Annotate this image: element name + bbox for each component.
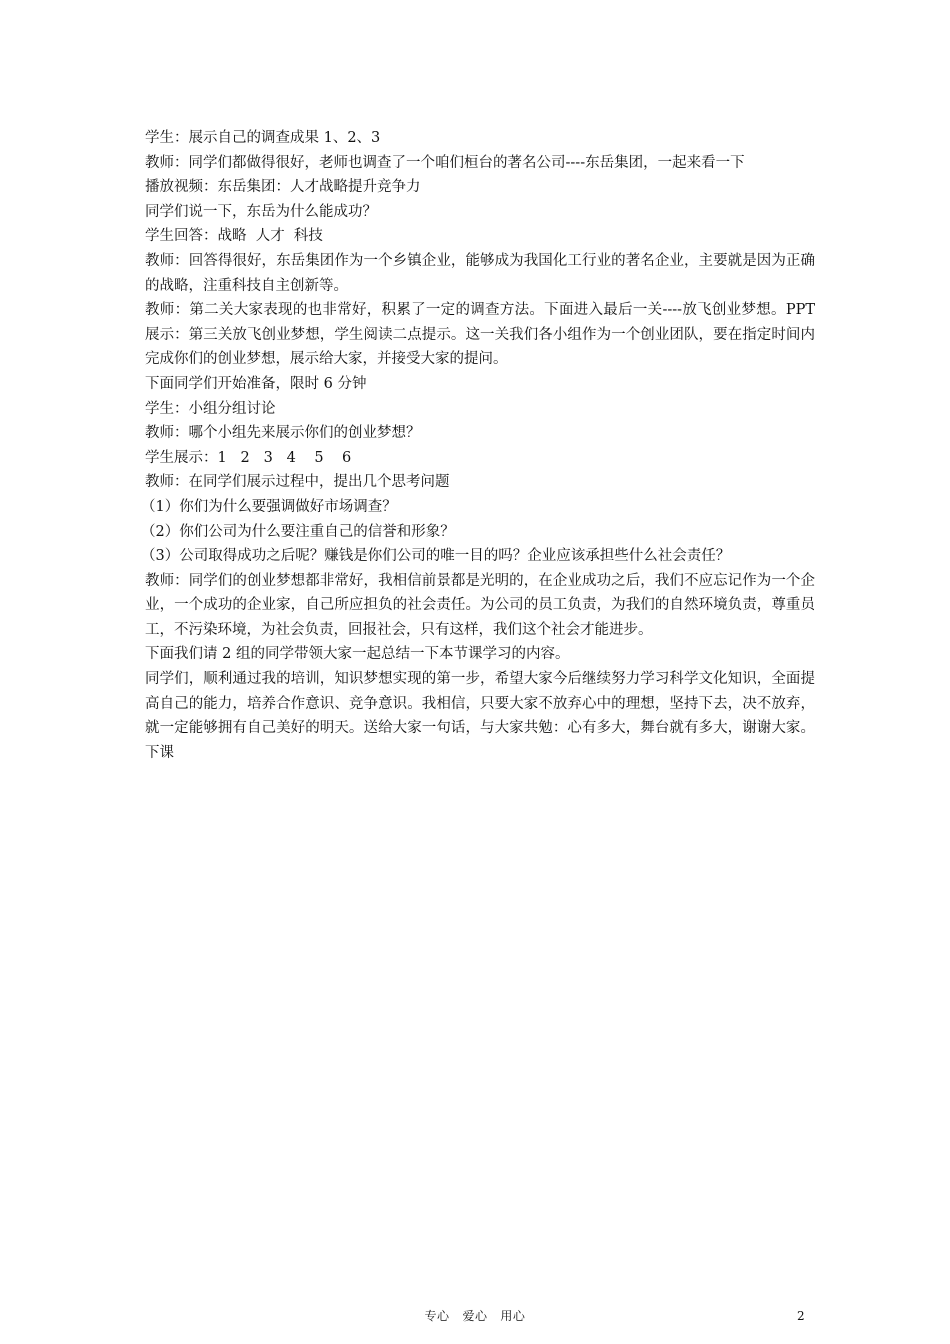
paragraph-thinking-questions: 教师：在同学们展示过程中，提出几个思考问题: [145, 474, 450, 491]
paragraph-teacher-answer: 教师：回答得很好，东岳集团作为一个乡镇企业，能够成为我国化工行业的著名企业，主要就是因为正确的战略，注重科技自主创新等。: [145, 252, 815, 294]
paragraph-student-answer: 学生回答：战略 人才 科技: [145, 228, 323, 245]
document-body: [141, 126, 815, 765]
question-item-2: （2）你们公司为什么要注重自己的信誉和形象？: [141, 523, 455, 540]
paragraph-prepare: 下面同学们开始准备，限时 6 分钟: [145, 375, 367, 392]
paragraph-third-level: 教师：第二关大家表现的也非常好，积累了一定的调查方法。下面进入最后一关----放飞创业梦想。PPT 展示：第三关放飞创业梦想，学生阅读二点提示。这一关我们各小组作为一个创业团队，要在指定时间内完成你们的创业梦想，展示给大家，并接受大家的提问。: [145, 302, 815, 368]
paragraph-summary: 下面我们请 2 组的同学带领大家一起总结一下本节课学习的内容。: [145, 646, 570, 663]
page-number: 2: [797, 1309, 805, 1323]
paragraph-social-responsibility: 教师：同学们的创业梦想都非常好，我相信前景都是光明的，在企业成功之后，我们不应忘记作为一个企业，一个成功的企业家，自己所应担负的社会责任。为公司的员工负责，为我们的自然环境负责，尊重员工，不污染环境，为社会负责，回报社会，只有这样，我们这个社会才能进步。: [145, 572, 815, 638]
paragraph-teacher-dongyue: 教师：同学们都做得很好，老师也调查了一个咱们桓台的著名公司----东岳集团，一起来看一下: [145, 154, 745, 171]
footer-motto: 专心 爱心 用心: [424, 1309, 526, 1323]
question-item-1: （1）你们为什么要强调做好市场调查？: [141, 498, 397, 515]
question-item-3: （3）公司取得成功之后呢？赚钱是你们公司的唯一目的吗？企业应该承担些什么社会责任？: [141, 548, 731, 565]
paragraph-question-success: 同学们说一下，东岳为什么能成功？: [145, 203, 377, 220]
paragraph-group-discussion: 学生：小组分组讨论: [145, 400, 276, 417]
paragraph-which-group: 教师：哪个小组先来展示你们的创业梦想？: [145, 425, 421, 442]
paragraph-closing: 同学们，顺利通过我的培训，知识梦想实现的第一步，希望大家今后继续努力学习科学文化知识，全面提高自己的能力，培养合作意识、竞争意识。我相信，只要大家不放弃心中的理想，坚持下去，决不放弃，就一定能够拥有自己美好的明天。送给大家一句话，与大家共勉：心有多大，舞台就有多大，谢谢大家。下课: [145, 671, 815, 761]
paragraph-student-results: 学生：展示自己的调查成果 1、2、3: [145, 130, 381, 146]
paragraph-student-show: 学生展示：1 2 3 4 5 6: [145, 449, 352, 466]
paragraph-play-video: 播放视频：东岳集团：人才战略提升竞争力: [145, 179, 421, 196]
